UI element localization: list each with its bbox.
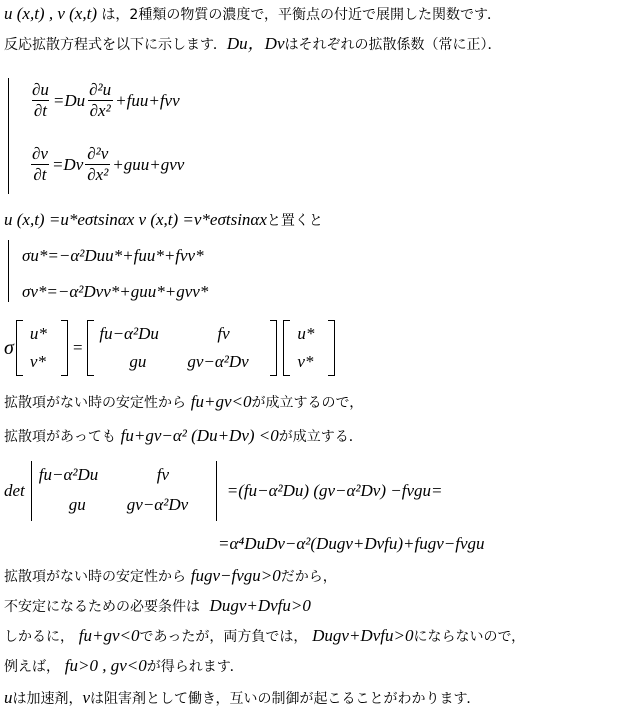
- system2-brace: [8, 240, 9, 302]
- frac-den: ∂x²: [87, 165, 109, 184]
- intro-line-2-text-a: 反応拡散方程式を以下に示します．: [4, 37, 227, 53]
- intro-line-1: [4, 4, 501, 25]
- frac-num: ∂v: [32, 144, 48, 163]
- equals-sign: =: [71, 338, 84, 357]
- det-rhs-2: =α⁴DuDv−α²(Dugv+Dvfu)+fugv−fvgu: [218, 534, 485, 553]
- substitution-math: u (x,t) =u*eσtsinαx v (x,t) =v*eσtsinαx: [4, 210, 267, 229]
- det-matrix: [31, 461, 217, 521]
- condition-3: [4, 566, 337, 587]
- substitution-text: と置くと: [266, 213, 323, 229]
- det-m11: fu−α²Du: [38, 465, 99, 484]
- vector-v: v*: [297, 352, 314, 371]
- vector-left: [16, 320, 68, 376]
- condition-3-text-a: 拡散項がない時の安定性から: [4, 569, 186, 585]
- condition-5-text-a: しかるに，: [4, 629, 74, 645]
- conclusion-u: u: [4, 688, 13, 707]
- vector-right: [283, 320, 335, 376]
- system1-brace: [8, 78, 9, 194]
- system2-eq1: σu*=−α²Duu*+fuu*+fvv*: [22, 246, 204, 265]
- frac-den: ∂t: [33, 101, 48, 120]
- condition-5-math-b: Dugv+Dvfu>0: [312, 626, 414, 645]
- intro-functions-math: u (x,t) , v (x,t): [4, 4, 97, 23]
- vector-u: u*: [297, 324, 315, 343]
- conclusion-v: v: [82, 688, 91, 707]
- frac-den: ∂x²: [89, 101, 111, 120]
- det-m21: gu: [68, 495, 86, 514]
- sigma-symbol: σ: [4, 337, 14, 359]
- condition-1-text-b: が成立するので，: [251, 395, 364, 411]
- eq2-tail: +guu+gvv: [112, 154, 185, 174]
- frac-num: ∂²u: [89, 80, 112, 99]
- condition-5-text-c: にならないので，: [413, 629, 526, 645]
- frac-num: ∂²v: [87, 144, 109, 163]
- conclusion: [4, 688, 480, 709]
- condition-6-math: fu>0 , gv<0: [64, 656, 147, 675]
- det-rhs-1: =(fu−α²Du) (gv−α²Dv) −fvgu=: [226, 481, 443, 500]
- det-label: det: [4, 481, 25, 500]
- system1-eq2: [28, 144, 184, 185]
- condition-2-text-a: 拡散項があっても: [4, 429, 116, 445]
- conclusion-text-a: は加速剤，: [12, 691, 83, 707]
- condition-1: [4, 392, 363, 413]
- intro-line-2: [4, 34, 502, 55]
- condition-4-text-a: 不安定になるための必要条件は: [4, 599, 200, 615]
- m21: gu: [129, 352, 147, 371]
- condition-3-math: fugv−fvgu>0: [190, 566, 281, 585]
- system1-eq1: [28, 80, 180, 121]
- frac-den: ∂t: [33, 165, 47, 184]
- eq1-mid: =Du: [52, 90, 86, 110]
- m11: fu−α²Du: [99, 324, 159, 343]
- condition-6: [4, 656, 244, 677]
- condition-6-text-a: 例えば，: [4, 659, 60, 675]
- eq2-mid: =Dv: [51, 154, 84, 174]
- det-m12: fv: [156, 465, 170, 484]
- conclusion-text-b: は阻害剤として働き，互いの制御が起こることがわかります．: [90, 691, 481, 707]
- intro-line-2-text-b: はそれぞれの拡散係数（常に正）．: [284, 37, 502, 53]
- condition-4: [4, 596, 311, 617]
- jacobian-matrix: [87, 320, 277, 376]
- condition-2-text-b: が成立する．: [278, 429, 363, 445]
- eq1-tail: +fuu+fvv: [115, 90, 180, 110]
- determinant-line: [4, 460, 442, 522]
- condition-5: [4, 626, 525, 647]
- condition-1-text-a: 拡散項がない時の安定性から: [4, 395, 186, 411]
- m22: gv−α²Dv: [187, 352, 249, 371]
- condition-2: [4, 426, 363, 447]
- substitution-line: [4, 210, 323, 231]
- vector-u: u*: [29, 324, 47, 343]
- matrix-equation: [4, 318, 335, 378]
- condition-2-math: fu+gv−α² (Du+Dv) <0: [120, 426, 279, 445]
- condition-4-math: Dugv+Dvfu>0: [209, 596, 311, 615]
- det-m22: gv−α²Dv: [126, 495, 189, 514]
- diffusion-coefficients-math: Du，Dv: [226, 34, 285, 53]
- condition-6-text-b: が得られます．: [146, 659, 244, 675]
- vector-v: v*: [29, 352, 46, 371]
- system2-eq2: σv*=−α²Dvv*+guu*+gvv*: [22, 282, 209, 301]
- condition-5-math-a: fu+gv<0: [78, 626, 140, 645]
- condition-5-text-b: であったが，両方負では，: [139, 629, 308, 645]
- m12: fv: [217, 324, 230, 343]
- frac-num: ∂u: [32, 80, 49, 99]
- intro-line-1-text: は，2種類の物質の濃度で，平衡点の付近で展開した関数です．: [96, 7, 501, 23]
- condition-1-math: fu+gv<0: [190, 392, 252, 411]
- condition-3-text-b: だから，: [280, 569, 337, 585]
